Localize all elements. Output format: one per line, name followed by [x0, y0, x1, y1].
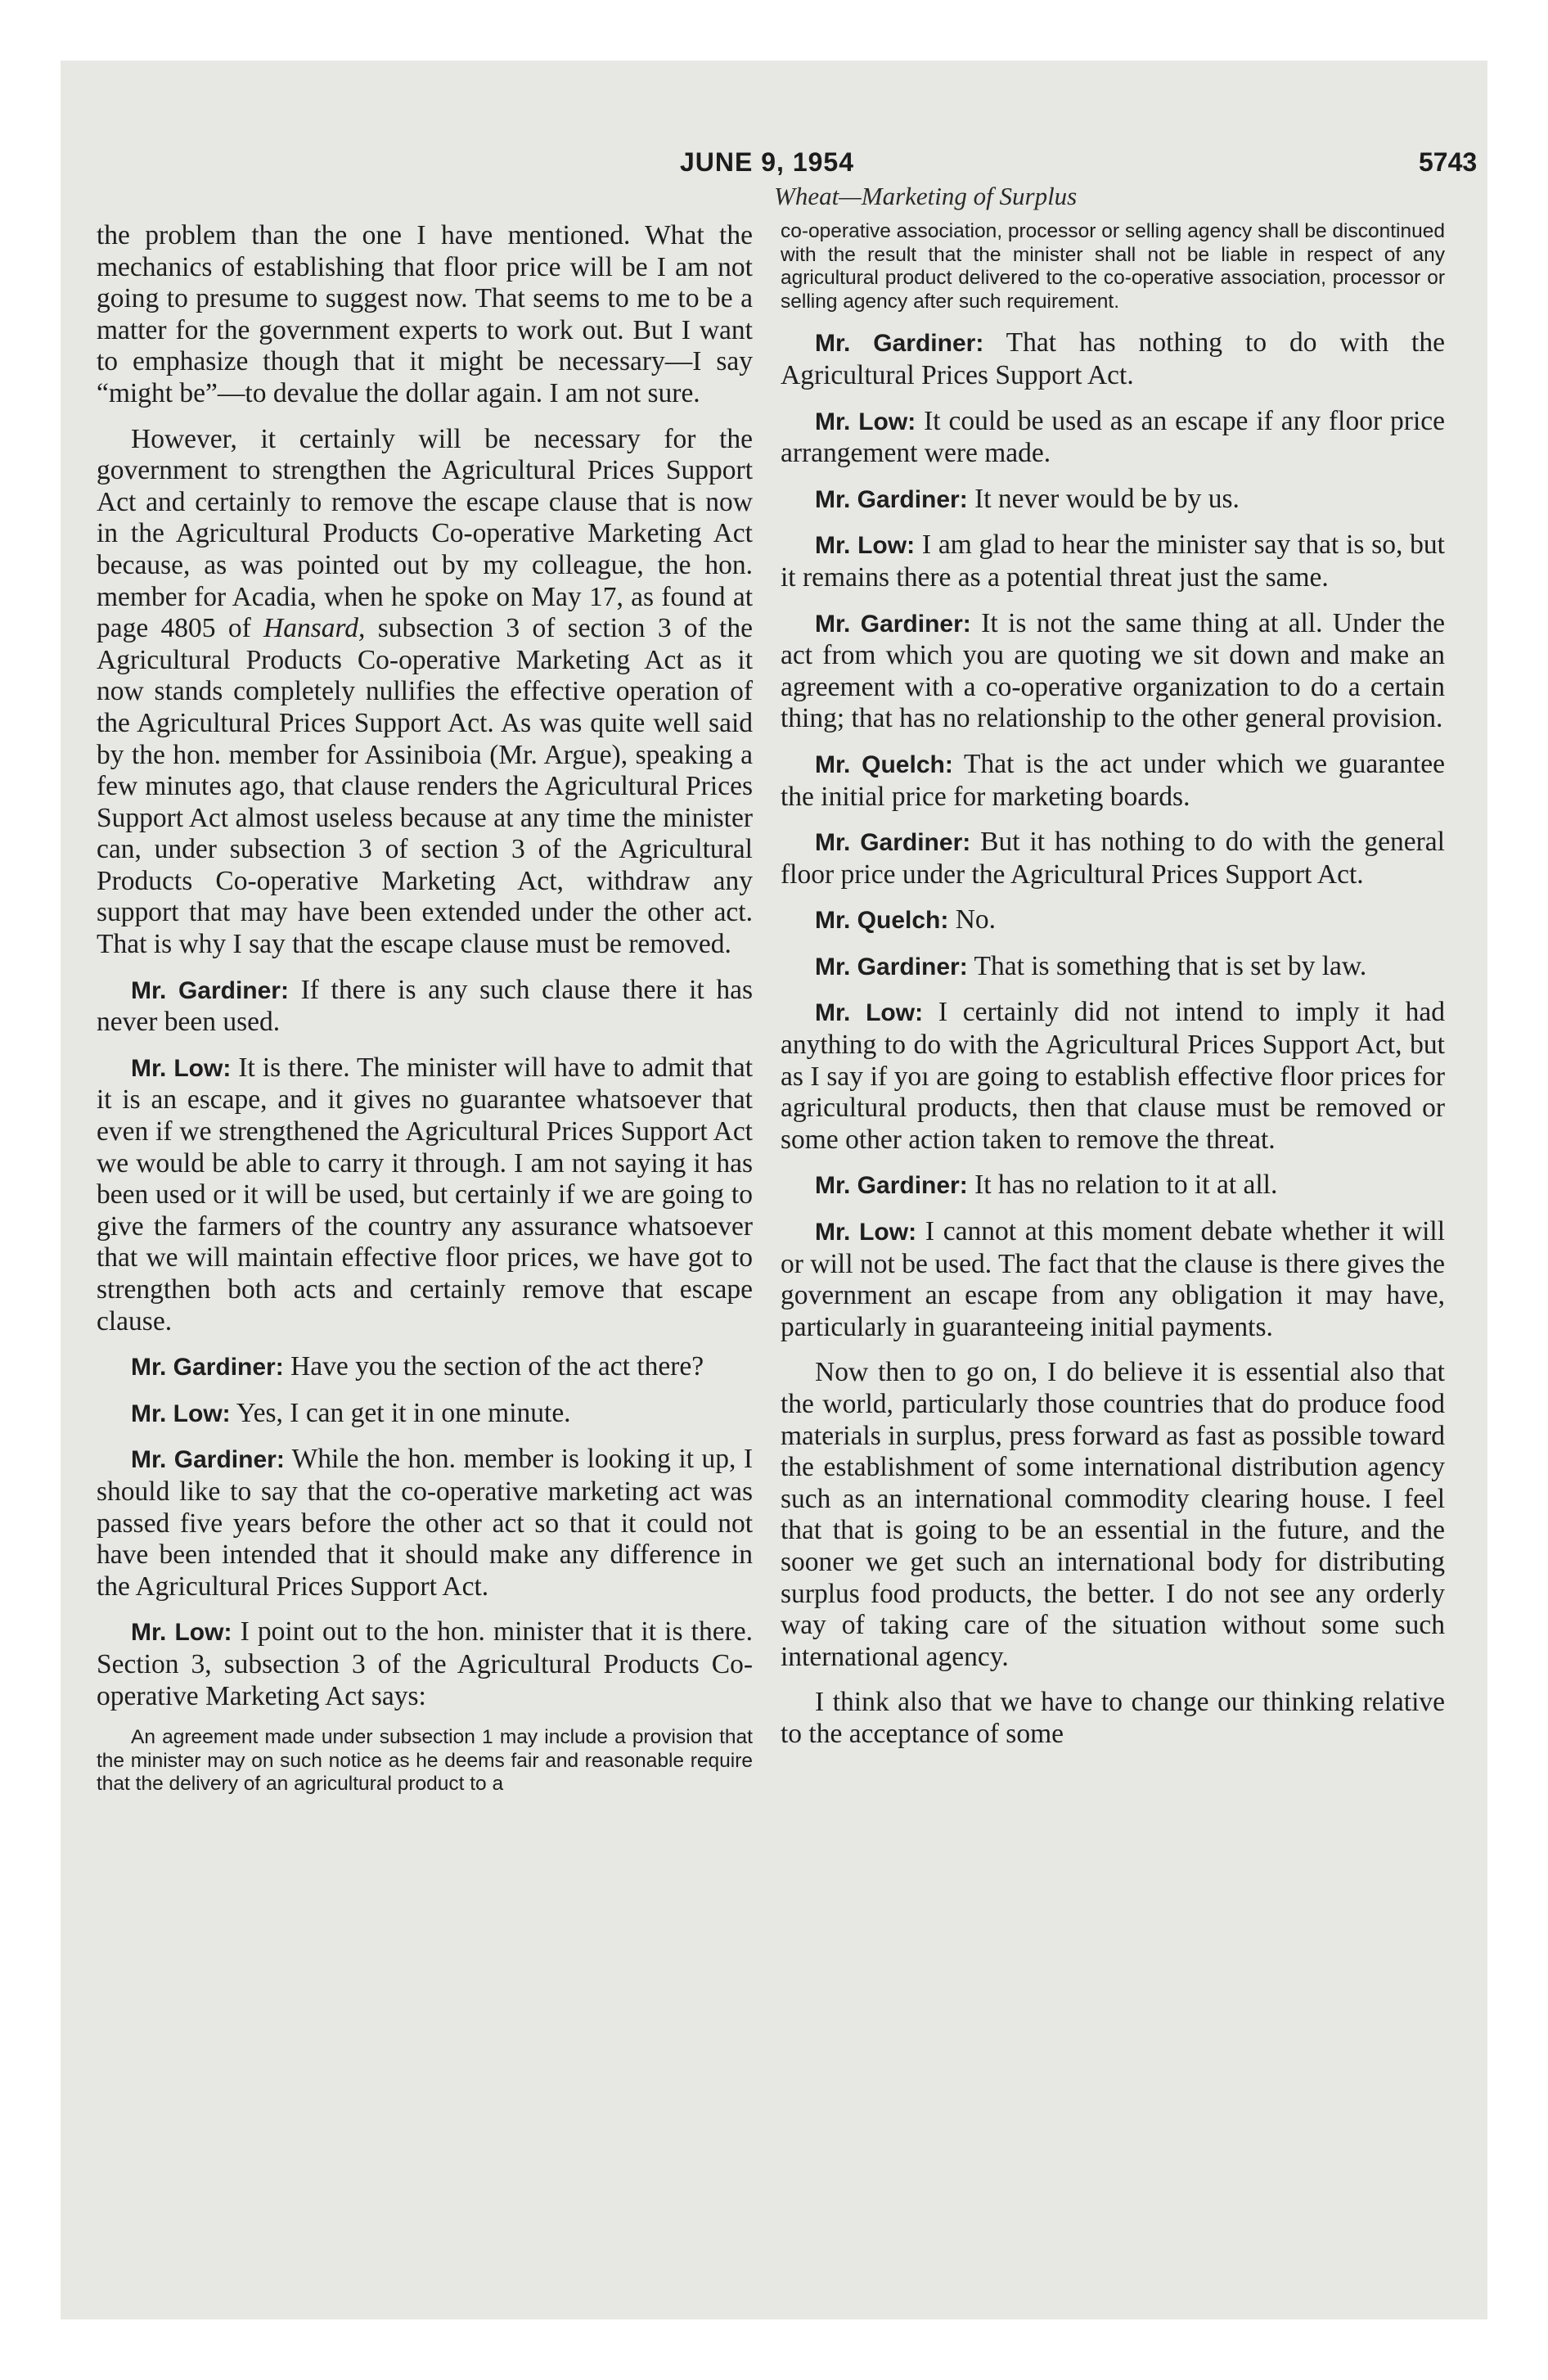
paragraph: I think also that we have to change our thinking relative to the acceptance of some — [781, 1687, 1445, 1749]
speaker-name: Mr. Gardiner: — [815, 610, 971, 638]
speaker-name: Mr. Low: — [815, 532, 916, 560]
speaker-name: Mr. Gardiner: — [815, 485, 968, 513]
scanned-page — [61, 61, 1487, 2319]
speech: Mr. Gardiner: That is something that is set by law. — [815, 950, 1367, 981]
speech: Mr. Gardiner: If there is any such clause there it has never been used. — [97, 974, 753, 1038]
speaker-name: Mr. Gardiner: — [815, 953, 968, 980]
speech: Mr. Gardiner: That has nothing to do with the Agricultural Prices Support Act. — [781, 327, 1445, 390]
speaker-name: Mr. Gardiner: — [815, 829, 971, 857]
speaker-name: Mr. Quelch: — [815, 751, 953, 778]
paragraph: Now then to go on, I do believe it is essential also that the world, particularly those countries that do produce food materials in surplus, press forward as fast as possible toward the establishment of some international distribution agency such as an international commodity clearing house. I feel that that is going to be an essential in the future, and the sooner we get such an international body for distributing surplus food products, the better. I do not see any orderly way of taking care of the situation without some such international agency. — [781, 1357, 1445, 1672]
paragraph: However, it certainly will be necessary for the government to strengthen the Agricultural Prices Support Act and certainly to remove the escape clause that is now in the Agricultural Products Co-operative Marketing Act because, as was pointed out by my colleague, the hon. member for Acadia, when he spoke on May 17, as found at page 4805 of Hansard, subsection 3 of section 3 of the Agricultural Products Co-operative Marketing Act as it now stands completely nullifies the effective operation of the Agricultural Prices Support Act. As was quite well said by the hon. member for Assiniboia (Mr. Argue), speaking a few minutes ago, that clause renders the Agricultural Prices Support Act almost useless because at any time the minister can, under subsection 3 of section 3 of the Agricultural Products Co-operative Marketing Act, withdraw any support that may have been extended under the other act. That is why I say that the escape clause must be removed. — [97, 423, 753, 960]
speaker-name: Mr. Gardiner: — [815, 1172, 968, 1200]
speech: Mr. Quelch: That is the act under which we guarantee the initial price for marketing boards. — [781, 748, 1446, 812]
speaker-name: Mr. Low: — [815, 1219, 917, 1246]
speech: Mr. Gardiner: It is not the same thing at all. Under the act from which you are quoting we sit down and make an agreement with a co-operative organization to do a certain thing; that has no relationship to the other general provision. — [781, 607, 1445, 734]
speech: Mr. Low: I am glad to hear the minister say that is so, but it remains there as a potential threat just the same. — [781, 530, 1445, 593]
page-number: 5743 — [1419, 147, 1478, 177]
speech: Mr. Gardiner: Have you the section of the act there? — [131, 1351, 704, 1382]
speech: Mr. Low: I cannot at this moment debate whether it will or will not be used. The fact that the clause is there gives the government an escape from any obligation it may have, particularly in guaranteeing initial payments. — [781, 1216, 1446, 1342]
speech: Mr. Gardiner: While the hon. member is looking it up, I should like to say that the co-operative marketing act was passed five years before the other act so that it could not have been intended that it should make any difference in the Agricultural Prices Support Act. — [97, 1444, 753, 1602]
paragraph: the problem than the one I have mentioned. What the mechanics of establishing that floor price will be I am not going to presume to suggest now. That seems to me to be a matter for the government experts to work out. But I want to emphasize though that it might be necessary—I say “might be”—to devalue the dollar again. I am not sure. — [97, 220, 753, 408]
speaker-name: Mr. Low: — [131, 1400, 231, 1427]
speaker-name: Mr. Low: — [815, 999, 924, 1027]
speech: Mr. Low: I point out to the hon. minister that it is there. Section 3, subsection 3 of the Agricultural Products Co-operative Marketing Act says: — [97, 1616, 754, 1711]
speaker-name: Mr. Gardiner: — [815, 330, 984, 358]
speaker-name: Mr. Low: — [131, 1054, 232, 1082]
speaker-name: Mr. Gardiner: — [131, 1446, 285, 1474]
speech: Mr. Quelch: No. — [815, 904, 997, 935]
right-column — [781, 220, 1445, 1765]
running-title: Wheat—Marketing of Surplus — [774, 182, 1078, 210]
speaker-name: Mr. Quelch: — [815, 907, 949, 935]
speaker-name: Mr. Low: — [815, 408, 916, 435]
quoted-statute: An agreement made under subsection 1 may include a provision that the minister may on such notice as he deems fair and reasonable require that the delivery of an agricultural product to a — [97, 1726, 753, 1796]
quoted-statute: co-operative association, processor or selling agency shall be discontinued with the result that the minister shall not be liable in respect of any agricultural product delivered to the co-operative association, processor or selling agency after such requirement. — [781, 220, 1445, 313]
speech: Mr. Low: It is there. The minister will have to admit that it is an escape, and it gives no guarantee whatsoever that even if we strengthened the Agricultural Prices Support Act we would be able to carry it through. I am not saying it has been used or it will be used, but certainly if we are going to give the farmers of the country any assurance whatsoever that we will maintain effective floor prices, we have got to strengthen both acts and certainly remove that escape clause. — [97, 1052, 754, 1336]
speech: Mr. Low: Yes, I can get it in one minute. — [131, 1397, 571, 1428]
left-column — [97, 220, 753, 1810]
speech: Mr. Gardiner: It never would be by us. — [815, 483, 1240, 514]
speaker-name: Mr. Gardiner: — [131, 976, 289, 1004]
page-date: JUNE 9, 1954 — [680, 147, 855, 177]
speech: Mr. Low: I certainly did not intend to imply it had anything to do with the Agricultural Prices Support Act, but as I say if yoı are going to establish effective floor prices for agricultural products, then that clause must be removed or some other action taken to remove the threat. — [781, 997, 1445, 1155]
speech: Mr. Gardiner: But it has nothing to do with the general floor price under the Agricultural Prices Support Act. — [781, 827, 1445, 890]
speaker-name: Mr. Gardiner: — [131, 1354, 284, 1382]
speech: Mr. Gardiner: It has no relation to it at all. — [815, 1170, 1278, 1201]
speaker-name: Mr. Low: — [131, 1619, 232, 1647]
speech: Mr. Low: It could be used as an escape if any floor price arrangement were made. — [781, 405, 1446, 469]
